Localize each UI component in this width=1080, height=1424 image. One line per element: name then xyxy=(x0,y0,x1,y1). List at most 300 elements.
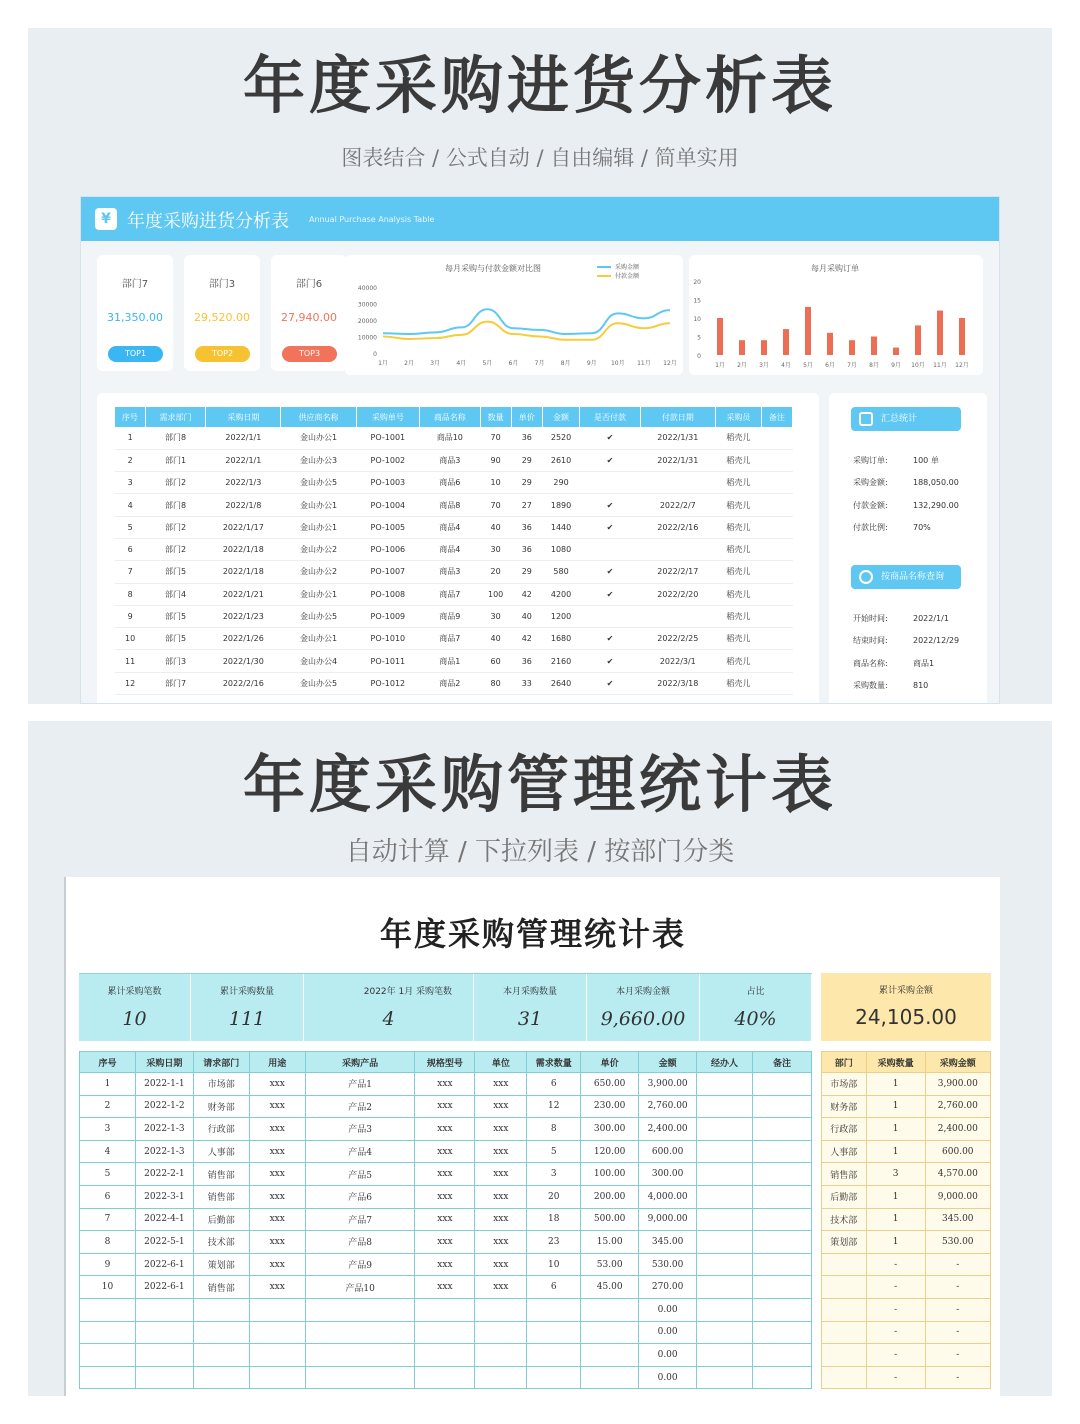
table-cell[interactable]: xxx xyxy=(249,1140,305,1163)
table-cell: 稻壳儿 xyxy=(715,538,761,560)
summary-key: 采购金额: xyxy=(853,478,888,488)
table-cell[interactable]: 2022-4-1 xyxy=(135,1208,193,1231)
table-cell[interactable] xyxy=(193,1344,249,1367)
table-cell[interactable]: xxx xyxy=(249,1095,305,1118)
summary-key: 付款比例: xyxy=(853,523,888,533)
column-header: 采购日期 xyxy=(135,1052,193,1073)
table-cell[interactable] xyxy=(249,1344,305,1367)
table-cell[interactable]: 人事部 xyxy=(193,1140,249,1163)
table-cell[interactable] xyxy=(80,1321,136,1344)
table-cell[interactable] xyxy=(415,1321,475,1344)
table-row xyxy=(822,1073,991,1096)
table-cell[interactable] xyxy=(697,1163,753,1186)
table-cell[interactable]: 12 xyxy=(527,1095,581,1118)
table-cell[interactable]: 3 xyxy=(80,1118,136,1141)
table-cell[interactable] xyxy=(753,1118,812,1141)
table-cell[interactable]: 3 xyxy=(527,1163,581,1186)
table-cell[interactable]: 230.00 xyxy=(581,1095,639,1118)
table-cell[interactable] xyxy=(697,1366,753,1389)
table-cell[interactable] xyxy=(697,1073,753,1096)
table-row xyxy=(80,1231,812,1254)
report-icon xyxy=(859,412,873,426)
table-cell[interactable]: xxx xyxy=(249,1253,305,1276)
table-cell[interactable]: 0.00 xyxy=(639,1366,697,1389)
query-value: 810 xyxy=(913,681,929,691)
table-cell xyxy=(761,605,792,627)
table-cell[interactable] xyxy=(475,1366,527,1389)
table-cell[interactable] xyxy=(697,1276,753,1299)
card-value: 31,350.00 xyxy=(107,311,163,324)
purchase-table xyxy=(115,407,793,695)
table-cell: 1200 xyxy=(542,605,579,627)
table-cell[interactable]: 0.00 xyxy=(639,1344,697,1367)
table-cell[interactable]: 产品9 xyxy=(305,1253,415,1276)
column-header: 备注 xyxy=(753,1052,812,1073)
table-cell[interactable]: 6 xyxy=(527,1073,581,1096)
table-cell[interactable]: 产品5 xyxy=(305,1163,415,1186)
table-cell[interactable]: 2022-6-1 xyxy=(135,1253,193,1276)
table-cell[interactable]: 产品10 xyxy=(305,1276,415,1299)
table-cell xyxy=(640,538,715,560)
summary-button[interactable] xyxy=(851,407,961,431)
table-cell[interactable]: 23 xyxy=(527,1231,581,1254)
y-tick-label: 30000 xyxy=(357,301,377,309)
table-cell: 商品1 xyxy=(420,650,481,672)
table-cell[interactable]: 2,400.00 xyxy=(639,1118,697,1141)
summary-row xyxy=(853,455,939,466)
table-cell[interactable]: xxx xyxy=(249,1185,305,1208)
table-cell[interactable]: xxx xyxy=(415,1073,475,1096)
query-row xyxy=(853,658,934,669)
table-row xyxy=(822,1208,991,1231)
table-cell[interactable]: 120.00 xyxy=(581,1140,639,1163)
table-cell[interactable] xyxy=(753,1185,812,1208)
table-cell[interactable]: 15.00 xyxy=(581,1231,639,1254)
table-cell[interactable]: 8 xyxy=(527,1118,581,1141)
table-cell[interactable]: xxx xyxy=(249,1276,305,1299)
table-cell xyxy=(761,561,792,583)
table-cell[interactable]: 2022-1-3 xyxy=(135,1118,193,1141)
table-cell[interactable]: 2022-2-1 xyxy=(135,1163,193,1186)
table-header-row xyxy=(80,1052,812,1073)
table-cell: 40 xyxy=(480,516,511,538)
summary-row xyxy=(853,477,959,488)
table-row xyxy=(822,1253,991,1276)
table-cell[interactable]: 53.00 xyxy=(581,1253,639,1276)
table-cell[interactable]: 0.00 xyxy=(639,1321,697,1344)
table-cell[interactable]: 45.00 xyxy=(581,1276,639,1299)
table-cell: - xyxy=(925,1253,990,1276)
table-cell[interactable] xyxy=(249,1298,305,1321)
x-tick-label: 3月 xyxy=(759,362,769,369)
table-cell[interactable] xyxy=(581,1321,639,1344)
table-cell: 29 xyxy=(511,561,542,583)
table-cell[interactable]: 5 xyxy=(527,1140,581,1163)
card-dept: 部门7 xyxy=(121,279,149,290)
table-cell[interactable] xyxy=(249,1321,305,1344)
table-cell[interactable]: 18 xyxy=(527,1208,581,1231)
table-cell[interactable] xyxy=(753,1163,812,1186)
table-cell: 2022/1/30 xyxy=(206,650,281,672)
stat-value: 9,660.00 xyxy=(600,1008,686,1030)
table-cell[interactable]: 产品3 xyxy=(305,1118,415,1141)
dashboard-preview xyxy=(80,196,1000,704)
dashboard-title: 年度采购进货分析表 xyxy=(127,211,289,232)
table-cell[interactable]: xxx xyxy=(415,1095,475,1118)
table-cell[interactable]: 财务部 xyxy=(193,1095,249,1118)
table-cell[interactable] xyxy=(697,1185,753,1208)
column-header: 付款日期 xyxy=(640,407,715,427)
table-cell[interactable] xyxy=(527,1344,581,1367)
table-cell[interactable]: 2022-1-1 xyxy=(135,1073,193,1096)
table-cell[interactable]: xxx xyxy=(249,1231,305,1254)
table-cell[interactable]: xxx xyxy=(415,1118,475,1141)
table-cell: 金山办公1 xyxy=(281,427,356,449)
dashboard-header xyxy=(81,197,999,241)
table-cell[interactable]: xxx xyxy=(475,1118,527,1141)
table-cell[interactable] xyxy=(753,1276,812,1299)
column-header: 序号 xyxy=(80,1052,136,1073)
table-cell[interactable] xyxy=(527,1366,581,1389)
department-summary-table xyxy=(821,1051,991,1389)
table-cell[interactable]: xxx xyxy=(475,1231,527,1254)
column-header: 采购产品 xyxy=(305,1052,415,1073)
y-tick-label: 0 xyxy=(697,353,701,360)
x-tick-label: 9月 xyxy=(891,362,901,369)
table-cell: 2022/1/1 xyxy=(206,427,281,449)
table-cell[interactable]: 2022-6-1 xyxy=(135,1276,193,1299)
bar xyxy=(959,318,965,355)
chart-title: 每月采购与付款金额对比图 xyxy=(445,264,541,273)
table-cell[interactable]: 600.00 xyxy=(639,1140,697,1163)
table-cell[interactable] xyxy=(697,1321,753,1344)
x-tick-label: 8月 xyxy=(869,362,879,369)
table-cell[interactable] xyxy=(753,1208,812,1231)
table-cell: 1 xyxy=(866,1073,925,1096)
table-cell: 8 xyxy=(115,583,145,605)
table-cell: 商品3 xyxy=(420,449,481,471)
table-cell[interactable]: 技术部 xyxy=(193,1231,249,1254)
table-cell[interactable]: xxx xyxy=(415,1276,475,1299)
table-cell xyxy=(761,672,792,694)
query-row xyxy=(853,635,959,646)
table-cell: 4 xyxy=(115,494,145,516)
stat-cell xyxy=(474,974,587,1042)
table-cell[interactable] xyxy=(305,1366,415,1389)
table-cell: 技术部 xyxy=(822,1208,867,1231)
table-cell[interactable]: 345.00 xyxy=(639,1231,697,1254)
table-cell[interactable] xyxy=(581,1298,639,1321)
total-label: 累计采购金额 xyxy=(878,986,933,996)
table-cell: 稻壳儿 xyxy=(715,427,761,449)
table-cell[interactable] xyxy=(697,1208,753,1231)
table-cell[interactable]: 300.00 xyxy=(581,1118,639,1141)
table-cell[interactable]: xxx xyxy=(475,1095,527,1118)
table-cell[interactable] xyxy=(527,1321,581,1344)
query-row xyxy=(853,613,949,624)
table-cell[interactable]: 0.00 xyxy=(639,1298,697,1321)
table-cell: 60 xyxy=(480,650,511,672)
table-cell[interactable] xyxy=(80,1298,136,1321)
summary-row xyxy=(853,500,959,511)
rank-badge: TOP2 xyxy=(195,346,250,362)
table-cell[interactable]: 10 xyxy=(80,1276,136,1299)
table-cell xyxy=(761,449,792,471)
table-cell[interactable]: 4 xyxy=(80,1140,136,1163)
table-row xyxy=(80,1344,812,1367)
table-cell: 9,000.00 xyxy=(925,1185,990,1208)
column-header: 序号 xyxy=(115,407,145,427)
column-header: 需求数量 xyxy=(527,1052,581,1073)
table-cell: 530.00 xyxy=(925,1231,990,1254)
table-cell[interactable]: xxx xyxy=(249,1118,305,1141)
query-button-label: 按商品名称查询 xyxy=(881,572,945,582)
table-row xyxy=(80,1321,812,1344)
table-cell[interactable] xyxy=(415,1344,475,1367)
table-cell[interactable]: xxx xyxy=(415,1163,475,1186)
summary-value: 132,290.00 xyxy=(913,500,959,510)
table-cell: - xyxy=(925,1344,990,1367)
table-cell: 1 xyxy=(115,427,145,449)
bar xyxy=(827,333,833,355)
table-cell[interactable] xyxy=(249,1366,305,1389)
table-cell[interactable]: 2022-1-3 xyxy=(135,1140,193,1163)
table-cell[interactable]: 市场部 xyxy=(193,1073,249,1096)
table-cell[interactable] xyxy=(753,1253,812,1276)
table-cell[interactable]: xxx xyxy=(415,1140,475,1163)
table-cell[interactable] xyxy=(193,1298,249,1321)
table-cell: 商品4 xyxy=(420,516,481,538)
table-cell[interactable] xyxy=(697,1140,753,1163)
table-cell[interactable]: 100.00 xyxy=(581,1163,639,1186)
table-cell: 2022/1/18 xyxy=(206,538,281,560)
table-cell[interactable]: 3,900.00 xyxy=(639,1073,697,1096)
table-cell: ✔ xyxy=(580,516,641,538)
table-cell[interactable]: 后勤部 xyxy=(193,1208,249,1231)
table-cell[interactable]: 产品7 xyxy=(305,1208,415,1231)
stat-label: 本月采购数量 xyxy=(502,987,557,997)
table-cell[interactable] xyxy=(80,1344,136,1367)
table-cell[interactable] xyxy=(697,1344,753,1367)
table-cell: 金山办公1 xyxy=(281,516,356,538)
table-cell[interactable] xyxy=(135,1298,193,1321)
table-cell[interactable]: 6 xyxy=(80,1185,136,1208)
table-cell[interactable]: xxx xyxy=(475,1163,527,1186)
table-cell[interactable]: 4,000.00 xyxy=(639,1185,697,1208)
table-cell: 20 xyxy=(480,561,511,583)
y-tick-label: 10000 xyxy=(357,334,377,342)
table-cell[interactable]: 销售部 xyxy=(193,1185,249,1208)
column-header: 部门 xyxy=(822,1052,867,1073)
table-cell[interactable]: 9,000.00 xyxy=(639,1208,697,1231)
y-tick-label: 0 xyxy=(373,351,377,358)
table-cell: - xyxy=(925,1321,990,1344)
table-cell: 2160 xyxy=(542,650,579,672)
table-cell[interactable]: 1 xyxy=(80,1073,136,1096)
column-header: 采购数量 xyxy=(866,1052,925,1073)
table-cell[interactable]: 6 xyxy=(527,1276,581,1299)
table-cell[interactable]: 产品6 xyxy=(305,1185,415,1208)
table-cell[interactable] xyxy=(753,1231,812,1254)
stat-cell xyxy=(700,974,812,1042)
table-cell[interactable] xyxy=(193,1366,249,1389)
table-cell: 345.00 xyxy=(925,1208,990,1231)
table-cell[interactable]: 产品8 xyxy=(305,1231,415,1254)
table-cell[interactable] xyxy=(305,1321,415,1344)
table-cell[interactable]: 策划部 xyxy=(193,1253,249,1276)
table-cell[interactable] xyxy=(135,1344,193,1367)
table-cell[interactable]: 8 xyxy=(80,1231,136,1254)
table-cell[interactable] xyxy=(135,1321,193,1344)
table-cell[interactable] xyxy=(697,1298,753,1321)
table-cell[interactable]: xxx xyxy=(249,1073,305,1096)
table-cell[interactable]: xxx xyxy=(475,1208,527,1231)
table-cell[interactable]: 5 xyxy=(80,1163,136,1186)
table-cell[interactable]: 2022-1-2 xyxy=(135,1095,193,1118)
sheet-title: 年度采购管理统计表 xyxy=(379,915,686,953)
table-cell: - xyxy=(866,1253,925,1276)
table-cell[interactable]: 产品1 xyxy=(305,1073,415,1096)
table-cell[interactable]: 500.00 xyxy=(581,1208,639,1231)
table-cell: 1 xyxy=(866,1208,925,1231)
table-row xyxy=(115,672,793,694)
table-cell[interactable]: xxx xyxy=(475,1276,527,1299)
table-cell[interactable]: 200.00 xyxy=(581,1185,639,1208)
table-cell[interactable] xyxy=(581,1344,639,1367)
table-cell: 部门1 xyxy=(145,449,206,471)
table-cell: 2022/3/18 xyxy=(640,672,715,694)
column-header: 采购员 xyxy=(715,407,761,427)
bar xyxy=(783,329,789,355)
table-cell: 部门2 xyxy=(145,538,206,560)
table-cell[interactable] xyxy=(193,1321,249,1344)
table-cell: 2022/3/1 xyxy=(640,650,715,672)
table-cell[interactable]: xxx xyxy=(415,1253,475,1276)
table-cell[interactable] xyxy=(135,1366,193,1389)
table-cell[interactable]: 2,760.00 xyxy=(639,1095,697,1118)
query-button[interactable] xyxy=(851,565,961,589)
table-cell[interactable] xyxy=(753,1140,812,1163)
table-cell[interactable]: 270.00 xyxy=(639,1276,697,1299)
stat-label: 2022年 1月 xyxy=(363,987,414,997)
y-tick-label: 20 xyxy=(693,279,701,286)
table-cell: 金山办公5 xyxy=(281,605,356,627)
table-cell[interactable] xyxy=(697,1231,753,1254)
series-line xyxy=(383,309,670,334)
x-tick-label: 8月 xyxy=(560,360,571,367)
table-cell[interactable]: 650.00 xyxy=(581,1073,639,1096)
table-cell[interactable]: 2022-3-1 xyxy=(135,1185,193,1208)
table-cell[interactable]: xxx xyxy=(475,1185,527,1208)
table-cell[interactable] xyxy=(415,1298,475,1321)
table-cell[interactable]: 7 xyxy=(80,1208,136,1231)
table-cell[interactable] xyxy=(753,1344,812,1367)
table-cell[interactable] xyxy=(305,1344,415,1367)
table-cell: ✔ xyxy=(580,650,641,672)
table-cell: 稻壳儿 xyxy=(715,472,761,494)
table-cell[interactable] xyxy=(80,1366,136,1389)
table-cell[interactable]: 产品4 xyxy=(305,1140,415,1163)
table-cell[interactable] xyxy=(697,1118,753,1141)
table-row xyxy=(115,650,793,672)
line-chart xyxy=(345,255,683,375)
table-cell: 2610 xyxy=(542,449,579,471)
table-cell: PO-1008 xyxy=(356,583,419,605)
table-cell[interactable] xyxy=(475,1321,527,1344)
table-cell: 2022/2/17 xyxy=(640,561,715,583)
table-cell[interactable]: 20 xyxy=(527,1185,581,1208)
table-cell[interactable]: 2 xyxy=(80,1095,136,1118)
x-tick-label: 9月 xyxy=(586,360,597,367)
table-cell[interactable] xyxy=(581,1366,639,1389)
table-cell xyxy=(761,472,792,494)
table-cell[interactable]: 销售部 xyxy=(193,1276,249,1299)
stat-label: 占比 xyxy=(746,987,765,997)
table-cell: 42 xyxy=(511,583,542,605)
table-cell[interactable]: 2022-5-1 xyxy=(135,1231,193,1254)
table-cell[interactable]: xxx xyxy=(475,1253,527,1276)
table-cell[interactable]: 10 xyxy=(527,1253,581,1276)
table-cell[interactable] xyxy=(415,1366,475,1389)
table-cell: 部门2 xyxy=(145,516,206,538)
table-cell[interactable]: xxx xyxy=(475,1140,527,1163)
table-cell[interactable] xyxy=(753,1298,812,1321)
table-row xyxy=(80,1118,812,1141)
x-tick-label: 3月 xyxy=(430,360,441,367)
table-cell[interactable]: xxx xyxy=(415,1185,475,1208)
table-cell[interactable]: 300.00 xyxy=(639,1163,697,1186)
table-cell: 2022/2/16 xyxy=(206,672,281,694)
table-cell: 290 xyxy=(542,472,579,494)
table-row xyxy=(115,538,793,560)
table-cell[interactable]: 产品2 xyxy=(305,1095,415,1118)
management-sheet xyxy=(64,877,1000,1396)
table-cell: - xyxy=(925,1366,990,1389)
table-row xyxy=(822,1095,991,1118)
table-cell: 金山办公5 xyxy=(281,472,356,494)
table-cell[interactable] xyxy=(697,1095,753,1118)
table-cell xyxy=(822,1276,867,1299)
table-cell: 29 xyxy=(511,472,542,494)
bar xyxy=(937,311,943,355)
table-cell[interactable] xyxy=(753,1366,812,1389)
table-cell xyxy=(822,1366,867,1389)
table-cell[interactable]: xxx xyxy=(249,1163,305,1186)
table-cell[interactable]: 9 xyxy=(80,1253,136,1276)
table-cell[interactable]: 行政部 xyxy=(193,1118,249,1141)
table-cell[interactable] xyxy=(753,1321,812,1344)
table-cell[interactable] xyxy=(475,1344,527,1367)
table-cell[interactable] xyxy=(475,1298,527,1321)
stat-label: 本月采购金额 xyxy=(615,987,670,997)
table-cell xyxy=(761,494,792,516)
table-cell[interactable]: 销售部 xyxy=(193,1163,249,1186)
table-row xyxy=(115,605,793,627)
panel-purchase-analysis xyxy=(28,28,1052,704)
table-cell[interactable]: xxx xyxy=(415,1231,475,1254)
table-header-row xyxy=(822,1052,991,1073)
table-cell[interactable]: xxx xyxy=(415,1208,475,1231)
table-cell[interactable] xyxy=(697,1253,753,1276)
table-cell[interactable]: 530.00 xyxy=(639,1253,697,1276)
table-cell[interactable]: xxx xyxy=(249,1208,305,1231)
table-cell[interactable]: xxx xyxy=(475,1073,527,1096)
table-cell[interactable] xyxy=(527,1298,581,1321)
column-header: 单价 xyxy=(511,407,542,427)
table-cell[interactable] xyxy=(753,1073,812,1096)
table-cell[interactable] xyxy=(753,1095,812,1118)
table-cell[interactable] xyxy=(305,1298,415,1321)
